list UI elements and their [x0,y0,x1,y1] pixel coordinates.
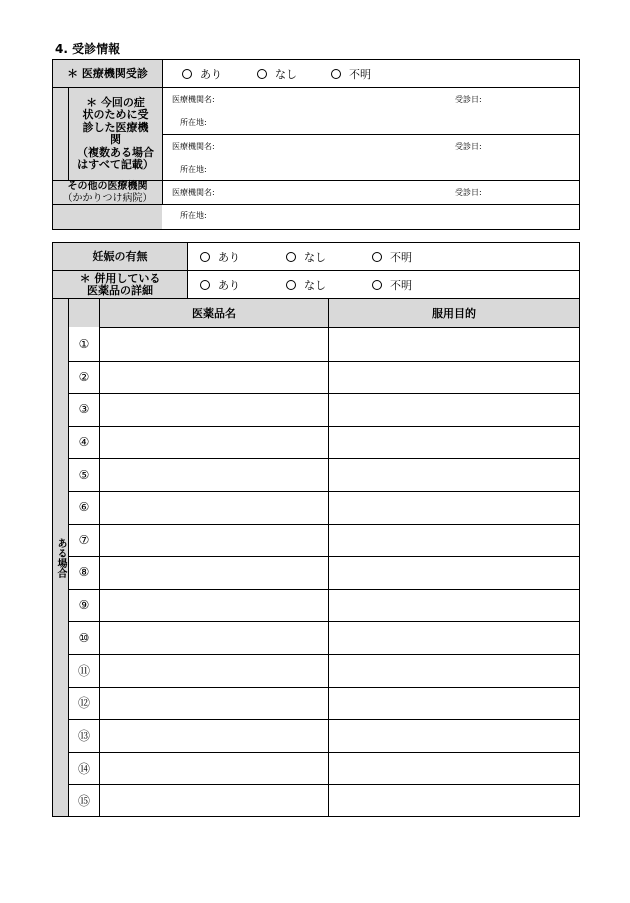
other-facility-label: その他の医療機関 （かかりつけ病院） [53,181,162,204]
drug-name-cell[interactable] [100,719,328,752]
facility-name-label: 医療機関名: [172,188,215,197]
purpose-cell[interactable] [329,621,579,654]
address-label: 所在地: [180,211,207,220]
purpose-cell[interactable] [329,784,579,817]
drug-row-number: ② [78,369,90,384]
option-no[interactable]: なし [286,249,372,265]
purpose-cell[interactable] [329,328,579,361]
drug-row-number: ⑩ [78,630,90,645]
pregnancy-options [188,243,579,270]
drug-row-number: ⑨ [78,598,90,613]
purpose-cell[interactable] [329,458,579,491]
drug-side-label: ある場合 [53,299,68,816]
drug-name-cell[interactable] [100,784,328,817]
visit-date-label: 受診日: [455,188,482,197]
drug-row-number: ⑧ [78,565,90,580]
radio-circle-icon [286,280,296,290]
option-unknown[interactable]: 不明 [331,66,371,82]
purpose-cell[interactable] [329,524,579,557]
drug-name-cell[interactable] [100,426,328,459]
drug-row-number: ⑪ [77,663,90,678]
drug-row-number: ④ [78,435,90,450]
other-facility-label-lower [53,205,162,229]
facility-block-3[interactable] [163,181,579,229]
option-no[interactable]: なし [286,277,372,293]
facility-name-label: 医療機関名: [172,142,215,151]
current-visit-label: ＊ 今回の症 状のために受 診した医療機 関 （複数ある場合 はすべて記載） [69,88,162,180]
option-yes[interactable]: あり [200,277,286,293]
purpose-cell[interactable] [329,393,579,426]
drug-name-cell[interactable] [100,752,328,785]
purpose-cell[interactable] [329,687,579,720]
address-label: 所在地: [180,165,207,174]
left-margin-cell [53,88,68,180]
medical-visit-options [163,60,579,87]
visit-date-label: 受診日: [455,142,482,151]
drug-name-cell[interactable] [100,687,328,720]
concomitant-options [188,271,579,298]
section-title: 4. 受診情報 [55,42,121,56]
drug-name-cell[interactable] [100,491,328,524]
concomitant-label: ＊ 併用している 医薬品の詳細 [53,271,187,298]
medical-visit-label: ＊ 医療機関受診 [53,60,162,87]
radio-circle-icon [331,69,341,79]
purpose-header: 服用目的 [329,299,579,327]
purpose-cell[interactable] [329,556,579,589]
radio-circle-icon [372,280,382,290]
option-unknown[interactable]: 不明 [372,277,412,293]
radio-circle-icon [182,69,192,79]
radio-circle-icon [286,252,296,262]
facility-block-1[interactable] [163,88,579,134]
drug-name-cell[interactable] [100,621,328,654]
drug-row-number: ⑭ [77,761,90,776]
radio-circle-icon [200,280,210,290]
drug-header-num [69,299,99,327]
facility-name-label: 医療機関名: [172,95,215,104]
drug-name-cell[interactable] [100,654,328,687]
drug-name-cell[interactable] [100,361,328,394]
drug-row-number: ③ [78,402,90,417]
drug-row-number: ⑬ [77,728,90,743]
drug-row-number: ⑤ [78,467,90,482]
drug-row-number: ⑦ [78,532,90,547]
drug-name-cell[interactable] [100,589,328,622]
address-label: 所在地: [180,118,207,127]
radio-circle-icon [372,252,382,262]
purpose-cell[interactable] [329,589,579,622]
purpose-cell[interactable] [329,491,579,524]
purpose-cell[interactable] [329,719,579,752]
visit-date-label: 受診日: [455,95,482,104]
purpose-cell[interactable] [329,654,579,687]
purpose-cell[interactable] [329,426,579,459]
drug-row-number: ⑮ [77,794,90,809]
purpose-cell[interactable] [329,752,579,785]
drug-name-header: 医薬品名 [100,299,328,327]
option-unknown[interactable]: 不明 [372,249,412,265]
drug-name-cell[interactable] [100,458,328,491]
drug-name-cell[interactable] [100,328,328,361]
option-no[interactable]: なし [257,66,331,82]
drug-name-cell[interactable] [100,393,328,426]
drug-row-number: ⑫ [77,696,90,711]
facility-block-2[interactable] [163,135,579,180]
option-yes[interactable]: あり [182,66,257,82]
pregnancy-label: 妊娠の有無 [53,243,187,270]
radio-circle-icon [257,69,267,79]
option-yes[interactable]: あり [200,249,286,265]
drug-row-number: ⑥ [78,500,90,515]
purpose-cell[interactable] [329,361,579,394]
radio-circle-icon [200,252,210,262]
drug-name-cell[interactable] [100,556,328,589]
drug-row-number: ① [78,337,90,352]
drug-name-cell[interactable] [100,524,328,557]
